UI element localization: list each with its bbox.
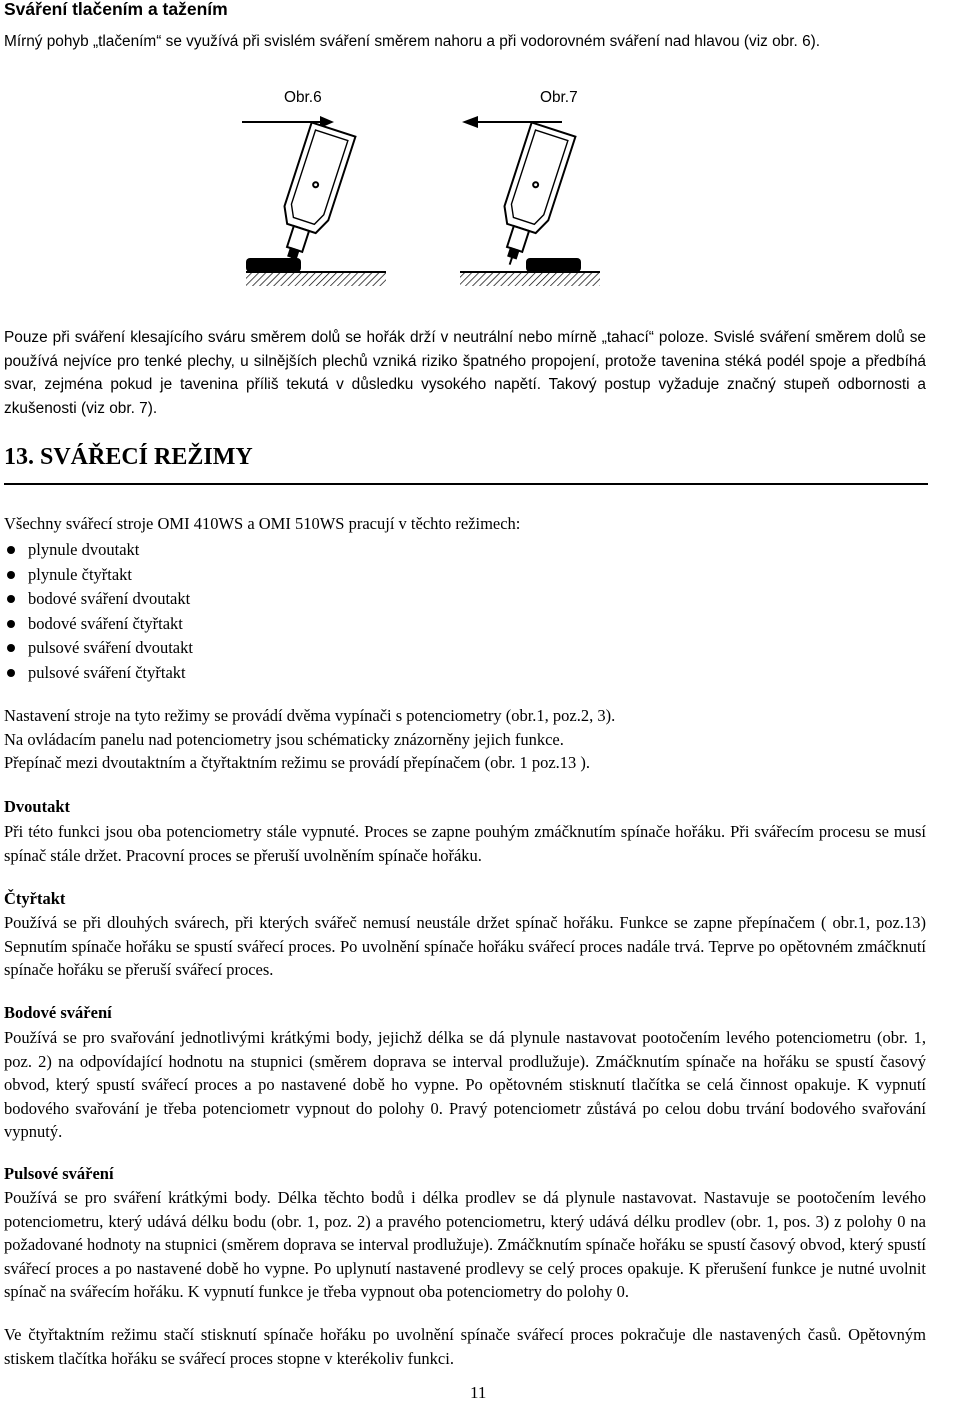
chapter-divider bbox=[4, 483, 928, 485]
weld-bead-icon bbox=[246, 258, 386, 286]
bullet-icon bbox=[7, 644, 15, 652]
setup-line-3: Přepínač mezi dvoutaktním a čtyřtaktním režimu se provádí přepínačem (obr. 1 poz.13 ). bbox=[4, 753, 591, 772]
heading-pulsove: Pulsové sváření bbox=[4, 1164, 114, 1183]
list-item: plynule čtyřtakt bbox=[4, 563, 193, 588]
torch-body-icon bbox=[488, 122, 576, 271]
heading-dvoutakt: Dvoutakt bbox=[4, 797, 71, 816]
heading-ctyrtakt: Čtyřtakt bbox=[4, 889, 66, 908]
setup-line-1: Nastavení stroje na tyto režimy se provádí dvěma vypínači s potenciometry (obr.1, poz.2, 3). bbox=[4, 706, 616, 725]
text-pulsove: Používá se pro sváření krátkými body. Délka těchto bodů i délka prodlev se dá plynule nastavovat. Nastavuje se pootočením levého potenciometru, který udává délku bodu (obr. 1, poz. 2) a pravého potenciometru, který udává délku prodlev (obr. 1, pos. 3) z polohy 0 na požadované hodnoty na stupnici (směrem doprava se interval prodlužuje). Zmáčknutím spínače hořáku se spustí časový obvod, který spustí svářecí proces a po nastavené době ho vypne. Po uplynutí nastavené prodlevy se celý proces opakuje. K přerušení funkce je nutné uvolnit spínač na svářecím hořáku. K vypnutí funkce je třeba vypnout oba potenciometry do polohy 0. bbox=[4, 1188, 926, 1301]
bullet-icon bbox=[7, 620, 15, 628]
weld-bead-icon bbox=[460, 258, 600, 286]
page-number: 11 bbox=[470, 1383, 487, 1402]
text-ctyrtakt: Používá se při dlouhých svárech, při kterých svářeč nemusí neustále držet spínač hořáku. Funkce se zapne přepínačem ( obr.1, poz.13) Sepnutím spínače hořáku se spustí svářecí proces. Po uvolnění spínače hořáku svářecí proces nadále trvá. Teprve po opětovném zmáčknutí spínače hořáku se přeruší svářecí proces. bbox=[4, 913, 926, 979]
figure-7-torch-pull bbox=[456, 104, 606, 294]
modes-list bbox=[4, 538, 193, 685]
pull-arrow-icon bbox=[462, 116, 562, 128]
closing-paragraph: Ve čtyřtaktním režimu stačí stisknutí spínače hořáku po uvolnění spínače svářecí proces pokračuje dle nastavených časů. Opětovným stiskem tlačítka hořáku se svářecí proces stopne v kterékoliv funkci. bbox=[4, 1325, 926, 1368]
figure-6-torch-push bbox=[236, 104, 386, 294]
text-bodove: Používá se pro svařování jednotlivými krátkými body, jejichž délka se dá plynule nastavovat pootočením levého potenciometru (obr. 1, poz. 2) na odpovídající hodnotu na stupnici (směrem doprava se interval prodlužuje). Zmáčknutím spínače na hořáku se spustí časový obvod, který spustí svářecí proces a po nastavené době ho vypne. Po opětovném stisknutí tlačítka se celá činnost opakuje. K vypnutí bodového svařování je třeba potenciometr vypnout do polohy 0. Pravý potenciometr zůstává po celou dobu trvání bodového svařování vypnutý. bbox=[4, 1028, 926, 1141]
torch-body-icon bbox=[268, 122, 356, 271]
figure-7-label: Obr.7 bbox=[540, 89, 578, 106]
list-item: bodové sváření čtyřtakt bbox=[4, 612, 193, 637]
intro-paragraph: Mírný pohyb „tlačením“ se využívá při svislém sváření směrem nahoru a při vodorovném sváření nad hlavou (viz obr. 6). bbox=[4, 33, 821, 50]
list-item: pulsové sváření dvoutakt bbox=[4, 636, 193, 661]
section-title: Sváření tlačením a tažením bbox=[4, 0, 228, 19]
chapter-title: 13. SVÁŘECÍ REŽIMY bbox=[4, 444, 253, 470]
bullet-icon bbox=[7, 595, 15, 603]
setup-line-2: Na ovládacím panelu nad potenciometry jsou schématicky znázorněny jejich funkce. bbox=[4, 730, 564, 749]
figure-6-label: Obr.6 bbox=[284, 89, 322, 106]
bullet-icon bbox=[7, 571, 15, 579]
list-item: bodové sváření dvoutakt bbox=[4, 587, 193, 612]
text-dvoutakt: Při této funkci jsou oba potenciometry stále vypnuté. Proces se zapne pouhým zmáčknutím spínače hořáku. Při svářecím procesu se musí spínač stále držet. Pracovní proces se přeruší uvolněním spínače hořáku. bbox=[4, 822, 926, 865]
list-item: pulsové sváření čtyřtakt bbox=[4, 661, 193, 686]
bullet-icon bbox=[7, 669, 15, 677]
pulling-paragraph: Pouze při sváření klesajícího sváru směrem dolů se hořák drží v neutrální nebo mírně „tahací“ poloze. Svislé sváření směrem dolů se používá nejvíce pro tenké plechy, u silnějších plechů vzniká riziko špatného propojení, protože tavenina stéká podél spoje a předbíhá svar, zejména pokud je tavenina příliš tekutá v důsledku vysokého napětí. Takový postup vyžaduje značný stupeň odbornosti a zkušenosti (viz obr. 7). bbox=[4, 329, 926, 417]
heading-bodove: Bodové sváření bbox=[4, 1003, 112, 1022]
list-item: plynule dvoutakt bbox=[4, 538, 193, 563]
bullet-icon bbox=[7, 546, 15, 554]
modes-intro: Všechny svářecí stroje OMI 410WS a OMI 510WS pracují v těchto režimech: bbox=[4, 514, 521, 533]
